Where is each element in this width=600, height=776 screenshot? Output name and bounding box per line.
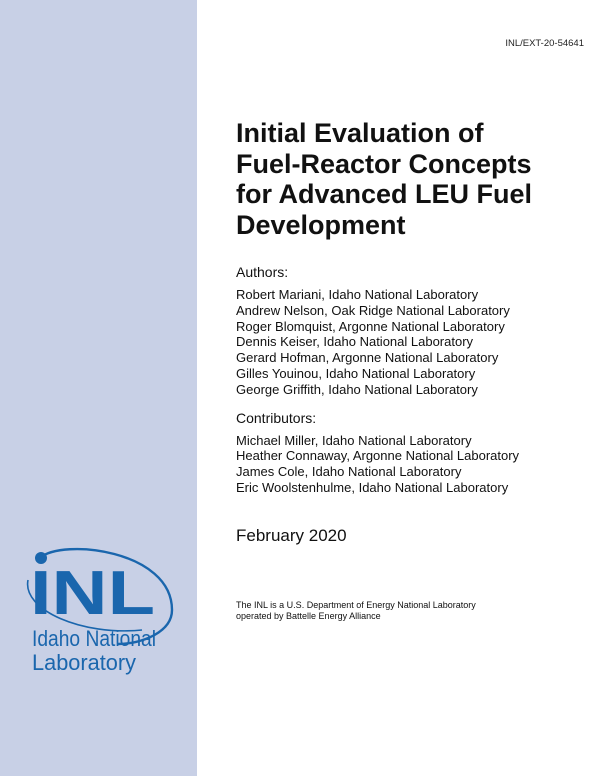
title-line: Development xyxy=(236,209,406,240)
author-entry: Gilles Youinou, Idaho National Laboratory xyxy=(236,365,476,381)
publication-date: February 2020 xyxy=(236,525,347,545)
contributor-entry: Michael Miller, Idaho National Laboratory xyxy=(236,432,472,448)
footnote-line: operated by Battelle Energy Alliance xyxy=(236,610,381,621)
contributor-entry: Eric Woolstenhulme, Idaho National Laboratory xyxy=(236,479,509,495)
report-number: INL/EXT-20-54641 xyxy=(505,38,584,49)
author-entry: George Griffith, Idaho National Laboratory xyxy=(236,381,478,397)
logo-name-line2: Laboratory xyxy=(32,650,136,675)
footnote xyxy=(236,600,586,622)
inl-logo xyxy=(22,540,182,690)
author-entry: Robert Mariani, Idaho National Laboratory xyxy=(236,287,479,302)
sidebar-band xyxy=(0,0,197,776)
author-entry: Dennis Keiser, Idaho National Laboratory xyxy=(236,334,474,350)
logo-mark: INL xyxy=(30,559,155,628)
cover-content xyxy=(236,118,586,622)
author-entry: Roger Blomquist, Argonne National Laboratory xyxy=(236,318,505,334)
author-entry: Andrew Nelson, Oak Ridge National Laboratory xyxy=(236,302,510,318)
logo-name-line1: Idaho National xyxy=(32,626,156,651)
author-entry: Gerard Hofman, Argonne National Laboratory xyxy=(236,350,499,366)
report-title xyxy=(236,118,586,240)
authors-label: Authors: xyxy=(236,264,289,280)
contributors-label: Contributors: xyxy=(236,409,317,426)
contributor-entry: James Cole, Idaho National Laboratory xyxy=(236,464,462,480)
title-line: Initial Evaluation of xyxy=(236,118,484,148)
contributor-entry: Heather Connaway, Argonne National Laboratory xyxy=(236,448,520,464)
authors-list xyxy=(236,287,586,398)
contributors-list xyxy=(236,433,586,496)
footnote-line: The INL is a U.S. Department of Energy National Laboratory xyxy=(236,599,476,610)
title-line: for Advanced LEU Fuel xyxy=(236,179,533,209)
title-line: Fuel-Reactor Concepts xyxy=(236,148,532,179)
